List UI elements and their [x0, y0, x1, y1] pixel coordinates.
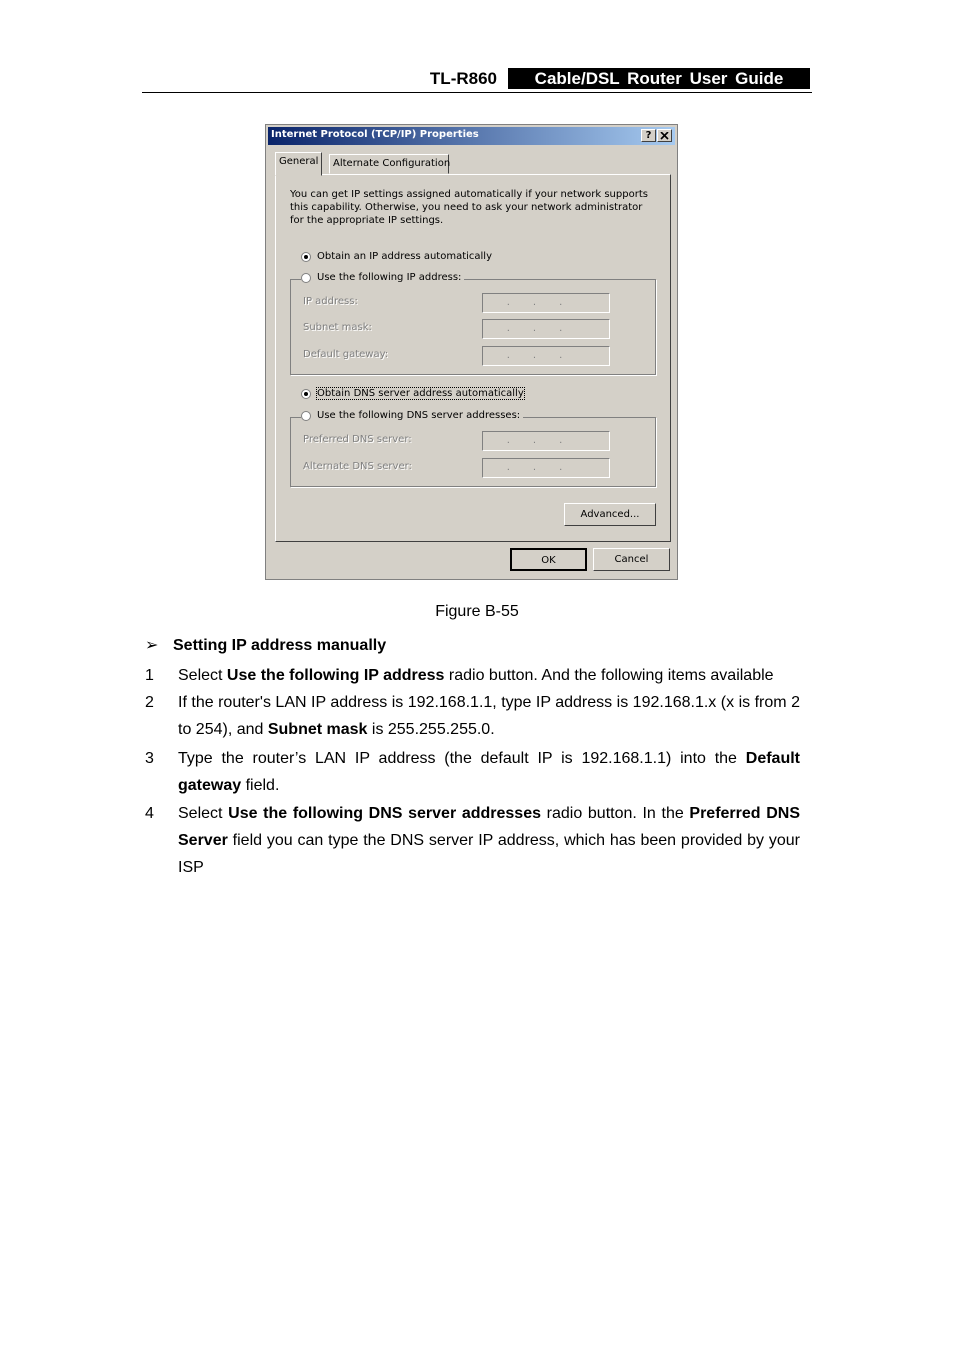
radio-unselected-icon	[301, 411, 311, 421]
alternate-dns-label: Alternate DNS server:	[303, 461, 412, 472]
advanced-button[interactable]: Advanced...	[564, 503, 656, 526]
figure-caption: Figure B-55	[435, 603, 519, 620]
page-header	[142, 68, 812, 93]
radio-obtain-dns-label: Obtain DNS server address automatically	[317, 388, 524, 399]
header-title: Cable/DSL Router User Guide	[508, 68, 810, 89]
radio-selected-icon	[301, 389, 311, 399]
step-text: Select Use the following DNS server addresses radio button. In the Preferred DNS Server field you can type the DNS server IP address, which has been provided by your ISP	[178, 805, 800, 876]
arrow-bullet-icon: ➢	[145, 637, 159, 654]
cancel-button[interactable]: Cancel	[593, 548, 670, 571]
close-button[interactable]	[657, 129, 672, 142]
step-4	[145, 800, 800, 881]
step-text: Select Use the following IP address radio button. And the following items available	[178, 667, 774, 684]
tab-alternate-configuration[interactable]: Alternate Configuration	[329, 154, 449, 174]
section-heading	[145, 635, 386, 655]
radio-use-following-dns[interactable]	[301, 410, 523, 421]
step-text: Type the router’s LAN IP address (the default IP is 192.168.1.1) into the Default gateway field.	[178, 750, 800, 794]
ip-address-label: IP address:	[303, 296, 358, 307]
radio-obtain-dns-auto[interactable]	[301, 388, 527, 399]
radio-use-ip-label: Use the following IP address:	[317, 272, 462, 283]
close-icon	[660, 132, 669, 140]
default-gateway-label: Default gateway:	[303, 349, 389, 360]
subnet-mask-label: Subnet mask:	[303, 322, 372, 333]
radio-obtain-ip-label: Obtain an IP address automatically	[317, 251, 493, 262]
step-number: 1	[145, 667, 154, 684]
ip-address-field[interactable]: ...	[482, 293, 610, 313]
tcpip-properties-dialog	[265, 124, 678, 580]
step-number: 4	[145, 805, 154, 822]
help-button[interactable]: ?	[641, 129, 656, 142]
header-model: TL-R860	[429, 69, 497, 88]
step-2	[145, 689, 800, 743]
step-number: 2	[145, 694, 154, 711]
step-number: 3	[145, 750, 154, 767]
radio-unselected-icon	[301, 273, 311, 283]
alternate-dns-field[interactable]: ...	[482, 458, 610, 478]
step-text: If the router's LAN IP address is 192.168.1.1, type IP address is 192.168.1.x (x is from 2 to 254), and Subnet mask is 255.255.255.0.	[178, 694, 800, 738]
preferred-dns-label: Preferred DNS server:	[303, 434, 412, 445]
step-1	[145, 662, 800, 689]
preferred-dns-field[interactable]: ...	[482, 431, 610, 451]
intro-text: You can get IP settings assigned automatically if your network supports this capability. Otherwise, you need to ask your network administrator for the appropriate IP settings.	[290, 189, 648, 226]
default-gateway-field[interactable]: ...	[482, 346, 610, 366]
radio-use-dns-label: Use the following DNS server addresses:	[317, 410, 521, 421]
radio-obtain-ip-auto[interactable]	[301, 251, 495, 262]
section-title: Setting IP address manually	[173, 637, 387, 654]
dialog-titlebar	[268, 127, 675, 145]
radio-use-following-ip[interactable]	[301, 272, 464, 283]
ok-button[interactable]: OK	[510, 548, 587, 571]
step-3	[145, 745, 800, 799]
dialog-title: Internet Protocol (TCP/IP) Properties	[271, 129, 479, 140]
radio-selected-icon	[301, 252, 311, 262]
subnet-mask-field[interactable]: ...	[482, 319, 610, 339]
tab-general[interactable]: General	[275, 152, 322, 176]
